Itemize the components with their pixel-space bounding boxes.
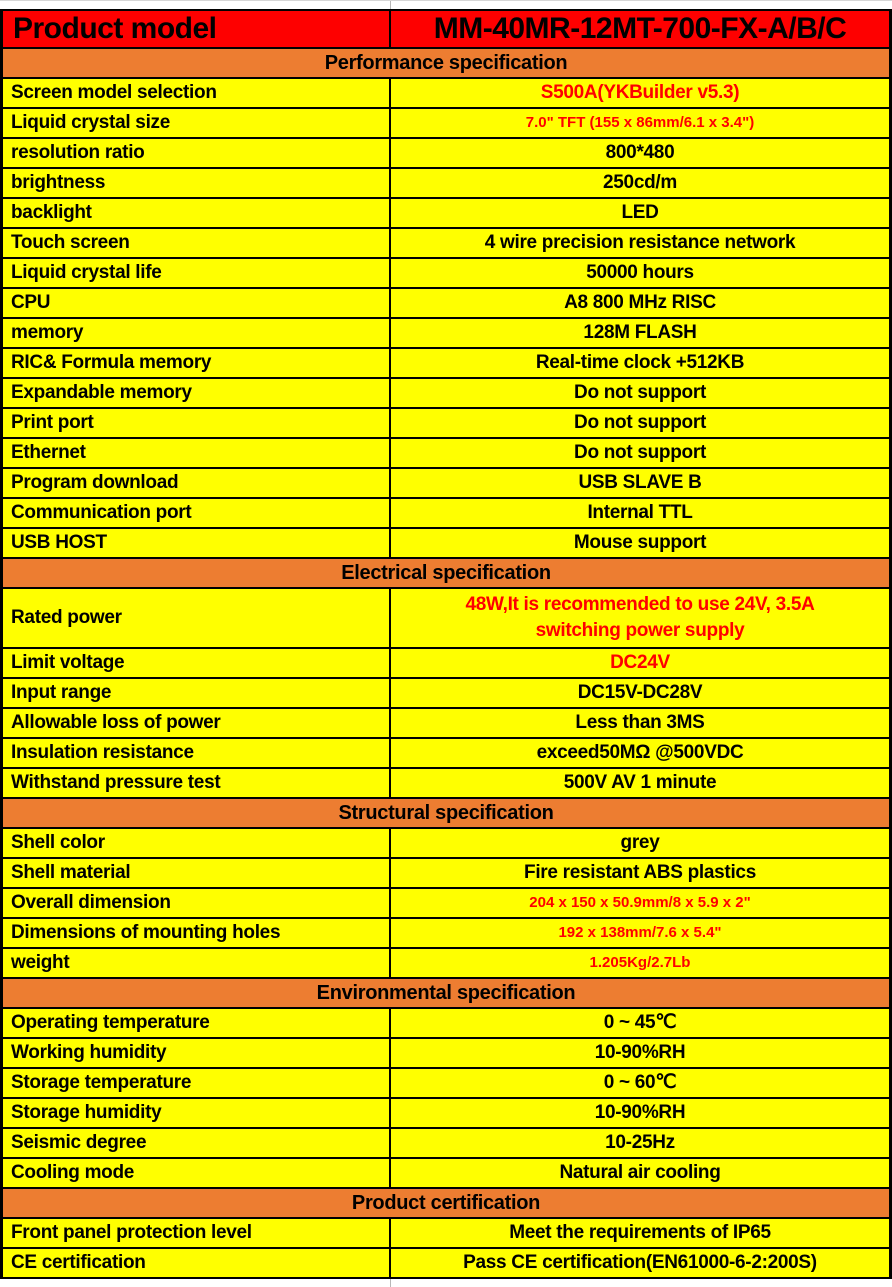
spec-row — [3, 229, 889, 259]
spec-label: Liquid crystal size — [3, 109, 391, 137]
spec-value: 192 x 138mm/7.6 x 5.4" — [558, 924, 722, 941]
spec-value: 7.0" TFT (155 x 86mm/6.1 x 3.4") — [525, 114, 755, 131]
spec-row — [3, 379, 889, 409]
spec-row — [3, 1159, 889, 1189]
spec-label: brightness — [3, 169, 391, 197]
spec-row — [3, 1009, 889, 1039]
spec-row — [3, 199, 889, 229]
spec-value: Real-time clock +512KB — [535, 352, 745, 373]
spec-label: Operating temperature — [3, 1009, 391, 1037]
spec-value: Do not support — [574, 382, 706, 403]
spec-label: Communication port — [3, 499, 391, 527]
spec-label: Withstand pressure test — [3, 769, 391, 797]
gridline-vertical — [390, 1, 391, 9]
spec-label: weight — [3, 949, 391, 977]
spec-row — [3, 259, 889, 289]
spec-value: S500A(YKBuilder v5.3) — [540, 82, 740, 103]
spec-value: Natural air cooling — [559, 1162, 721, 1183]
spec-value: Less than 3MS — [575, 712, 705, 733]
spec-label: Print port — [3, 409, 391, 437]
spec-row — [3, 1129, 889, 1159]
spec-table — [0, 9, 892, 1279]
section-title: Performance specification — [324, 51, 568, 74]
section-header-row — [3, 799, 889, 829]
spec-row — [3, 499, 889, 529]
section-header-row — [3, 559, 889, 589]
spec-label: memory — [3, 319, 391, 347]
spec-value: grey — [620, 832, 660, 853]
spec-label: Shell material — [3, 859, 391, 887]
spec-row — [3, 319, 889, 349]
spec-label: Dimensions of mounting holes — [3, 919, 391, 947]
spec-label: Cooling mode — [3, 1159, 391, 1187]
spec-row — [3, 1249, 889, 1279]
spec-row — [3, 439, 889, 469]
spec-value: 10-25Hz — [605, 1132, 675, 1153]
spec-label: Storage humidity — [3, 1099, 391, 1127]
spec-label: Front panel protection level — [3, 1219, 391, 1247]
section-title: Structural specification — [338, 801, 554, 824]
spec-value: Mouse support — [573, 532, 707, 553]
spec-label: Allowable loss of power — [3, 709, 391, 737]
spec-row — [3, 739, 889, 769]
spec-row — [3, 109, 889, 139]
spec-value: Internal TTL — [587, 502, 693, 523]
spec-value: 0 ~ 60℃ — [603, 1072, 677, 1093]
spec-row — [3, 889, 889, 919]
spec-row — [3, 769, 889, 799]
spec-label: Insulation resistance — [3, 739, 391, 767]
spec-label: Shell color — [3, 829, 391, 857]
spec-value: LED — [621, 202, 659, 223]
spec-label: RIC& Formula memory — [3, 349, 391, 377]
section-header-row — [3, 49, 889, 79]
spec-label: Input range — [3, 679, 391, 707]
spec-label: Screen model selection — [3, 79, 391, 107]
product-model-header-row — [3, 9, 889, 49]
section-title: Product certification — [351, 1191, 541, 1214]
spec-row — [3, 409, 889, 439]
spec-value: A8 800 MHz RISC — [564, 292, 716, 313]
spec-row — [3, 709, 889, 739]
spec-label: Storage temperature — [3, 1069, 391, 1097]
spec-label: Expandable memory — [3, 379, 391, 407]
spec-value: Meet the requirements of IP65 — [509, 1222, 771, 1243]
product-model-value: MM-40MR-12MT-700-FX-A/B/C — [433, 12, 847, 45]
spec-row — [3, 949, 889, 979]
spec-row — [3, 349, 889, 379]
spec-value: 1.205Kg/2.7Lb — [589, 954, 691, 971]
spec-label: CPU — [3, 289, 391, 317]
spec-row — [3, 589, 889, 649]
section-title: Electrical specification — [341, 561, 551, 584]
spec-row — [3, 79, 889, 109]
spec-row — [3, 1099, 889, 1129]
spec-label: Seismic degree — [3, 1129, 391, 1157]
spec-label: Limit voltage — [3, 649, 391, 677]
section-header-row — [3, 979, 889, 1009]
spec-row — [3, 829, 889, 859]
spec-value: 50000 hours — [586, 262, 694, 283]
spec-value: DC24V — [610, 652, 670, 673]
spec-label: backlight — [3, 199, 391, 227]
spec-row — [3, 919, 889, 949]
spec-label: resolution ratio — [3, 139, 391, 167]
spec-value: Do not support — [574, 412, 706, 433]
spec-value: DC15V-DC28V — [577, 682, 703, 703]
spec-row — [3, 169, 889, 199]
spec-value: 10-90%RH — [594, 1042, 686, 1063]
spec-value: 4 wire precision resistance network — [484, 232, 796, 253]
product-model-label: Product model — [3, 11, 391, 47]
spec-value: Do not support — [574, 442, 706, 463]
spec-row — [3, 1069, 889, 1099]
spec-row — [3, 859, 889, 889]
section-title: Environmental specification — [316, 981, 576, 1004]
spec-value: 204 x 150 x 50.9mm/8 x 5.9 x 2" — [529, 894, 751, 911]
spec-row — [3, 469, 889, 499]
spec-label: Rated power — [3, 589, 391, 647]
spec-row — [3, 1219, 889, 1249]
spec-value: USB SLAVE B — [578, 472, 702, 493]
spec-label: Program download — [3, 469, 391, 497]
spec-value: exceed50MΩ @500VDC — [536, 742, 744, 763]
spec-value: 48W,It is recommended to use 24V, 3.5A switching power supply — [465, 594, 815, 641]
section-header-row — [3, 1189, 889, 1219]
spec-label: Liquid crystal life — [3, 259, 391, 287]
spec-label: Ethernet — [3, 439, 391, 467]
spec-label: USB HOST — [3, 529, 391, 557]
spec-row — [3, 1039, 889, 1069]
spec-row — [3, 139, 889, 169]
spec-label: Working humidity — [3, 1039, 391, 1067]
spec-row — [3, 679, 889, 709]
spec-label: Touch screen — [3, 229, 391, 257]
spec-value: 0 ~ 45℃ — [603, 1012, 677, 1033]
spec-label: Overall dimension — [3, 889, 391, 917]
spec-row — [3, 529, 889, 559]
spec-row — [3, 649, 889, 679]
spec-value: Pass CE certification(EN61000-6-2:200S) — [463, 1252, 817, 1273]
spec-value: 128M FLASH — [583, 322, 697, 343]
spec-value: 10-90%RH — [594, 1102, 686, 1123]
spec-label: CE certification — [3, 1249, 391, 1277]
spec-value: Fire resistant ABS plastics — [524, 862, 756, 883]
spreadsheet-gridline-strip-top — [0, 0, 892, 9]
spec-value: 800*480 — [605, 142, 675, 163]
spec-row — [3, 289, 889, 319]
spec-value: 250cd/m — [603, 172, 677, 193]
spec-value: 500V AV 1 minute — [563, 772, 717, 793]
